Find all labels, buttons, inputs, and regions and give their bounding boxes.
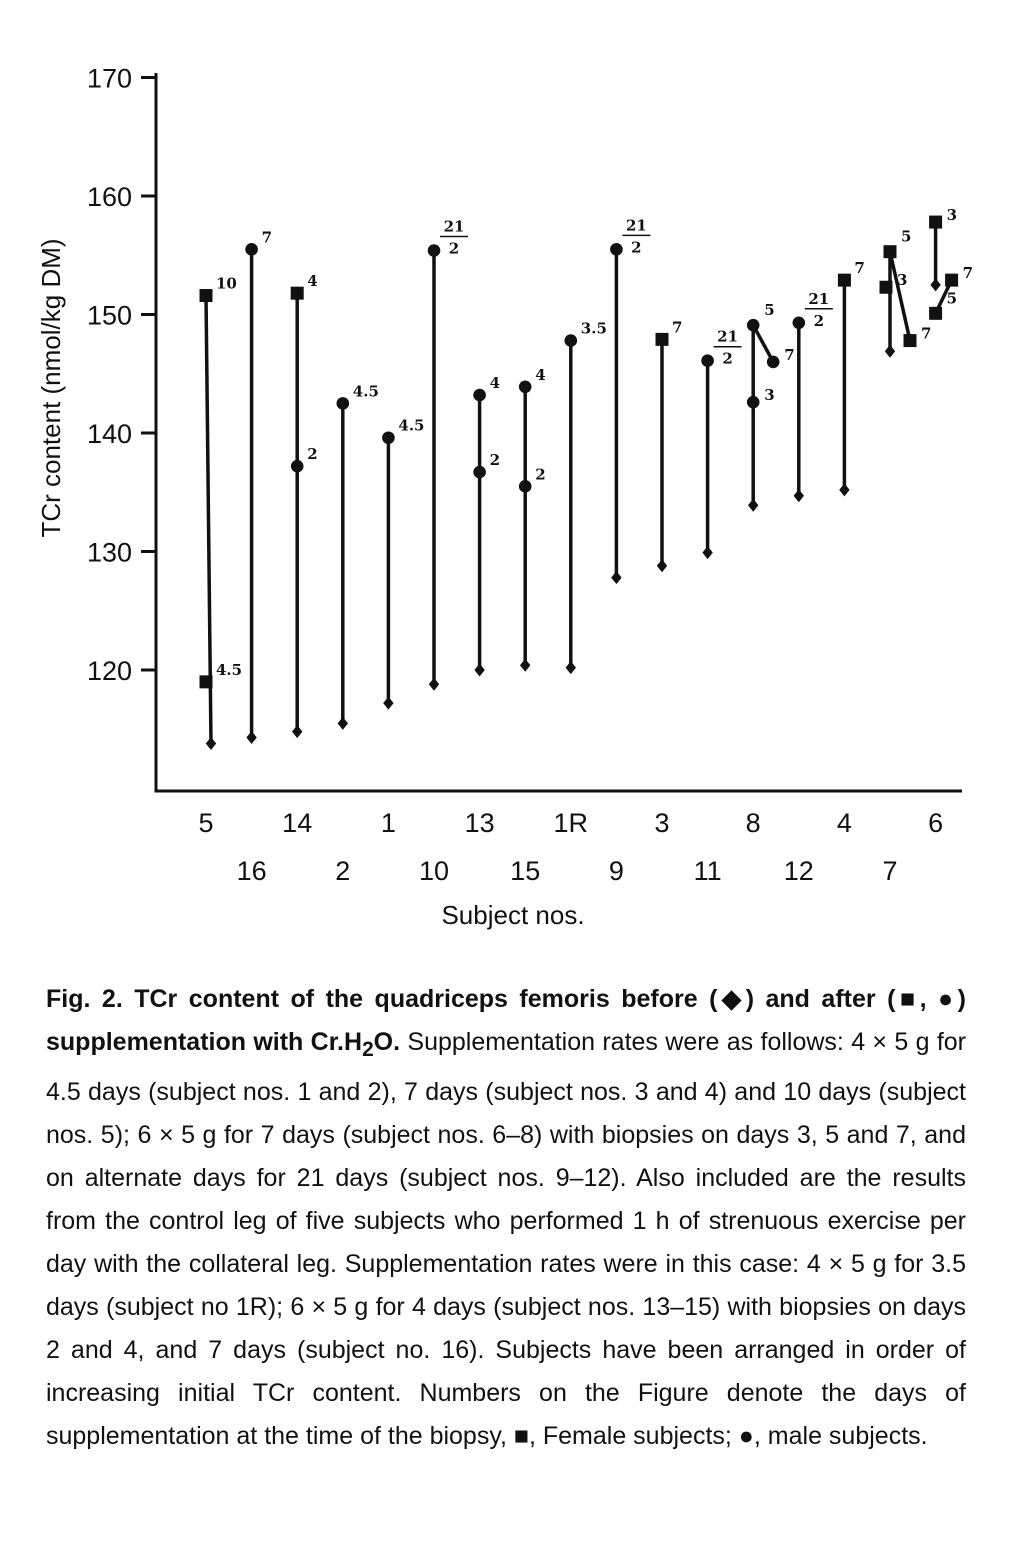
day-label: 7	[921, 324, 932, 343]
subject-group	[382, 417, 424, 710]
before-diamond-marker	[246, 731, 256, 744]
day-label: 4	[489, 374, 501, 393]
after-square-marker	[929, 216, 942, 229]
after-square-marker	[929, 307, 942, 320]
x-tick-label: 6	[928, 808, 944, 838]
day-label: 7	[784, 345, 795, 364]
after-circle-marker	[767, 356, 780, 369]
day-label: 4.5	[216, 660, 243, 679]
subject-group	[291, 272, 318, 738]
after-circle-marker	[793, 316, 806, 329]
before-diamond-marker	[383, 697, 393, 710]
caption-body: , Female subjects;	[528, 1422, 739, 1450]
day-label: 21	[443, 217, 465, 236]
after-circle-marker	[382, 431, 395, 444]
subject-group	[428, 218, 468, 691]
after-square-marker	[656, 333, 669, 346]
after-square-marker	[291, 287, 304, 300]
caption-title-text: Fig. 2. TCr content of the quadriceps femoris before (	[46, 985, 718, 1013]
figure-caption	[46, 978, 966, 1458]
before-diamond-marker	[429, 678, 439, 691]
day-label: 2	[307, 445, 318, 464]
after-square-marker	[200, 675, 213, 688]
day-label: 2	[489, 451, 501, 470]
after-circle-marker	[337, 397, 350, 410]
day-label: 4	[307, 272, 318, 291]
x-axis-title: Subject nos.	[441, 900, 585, 930]
before-diamond-marker	[702, 546, 712, 559]
after-circle-marker	[473, 389, 486, 402]
caption-title-text: O.	[373, 1028, 401, 1056]
caption-title-text: ) and after (	[745, 985, 896, 1013]
x-tick-label: 2	[335, 856, 351, 886]
x-tick-label: 11	[693, 856, 722, 886]
day-label: 2	[722, 349, 733, 368]
day-label: 2	[448, 239, 460, 258]
subject-group	[473, 374, 500, 676]
x-tick-label: 12	[783, 856, 814, 886]
y-axis-title: TCr content (nmol/kg DM)	[36, 238, 66, 538]
day-label: 4	[535, 365, 546, 384]
x-tick-label: 4	[836, 808, 852, 838]
day-label: 4.5	[352, 382, 379, 401]
after-circle-marker	[291, 460, 304, 473]
subject-group	[880, 228, 932, 358]
subject-trend-line	[890, 252, 910, 341]
square-icon: ■	[895, 985, 920, 1013]
after-circle-marker	[747, 319, 760, 332]
subject-group	[565, 320, 607, 675]
day-label: 21	[808, 289, 830, 308]
y-tick-label: 140	[86, 419, 132, 449]
y-tick-label: 150	[86, 300, 132, 331]
square-icon: ■	[513, 1422, 529, 1450]
after-circle-marker	[701, 354, 714, 367]
before-diamond-marker	[839, 483, 849, 496]
after-square-marker	[884, 245, 897, 258]
x-tick-label: 14	[282, 808, 313, 838]
day-label: 7	[261, 228, 273, 247]
day-label: 3	[946, 206, 958, 225]
after-circle-marker	[519, 480, 532, 493]
day-label: 5	[946, 289, 958, 308]
day-label: 2	[813, 311, 825, 330]
after-square-marker	[838, 274, 851, 287]
y-tick-label: 160	[86, 182, 132, 212]
before-diamond-marker	[930, 278, 940, 291]
x-tick-label: 3	[654, 808, 670, 838]
day-label: 21	[717, 327, 739, 346]
day-label: 2	[631, 238, 642, 257]
caption-subscript: 2	[362, 1038, 374, 1061]
subject-group	[793, 290, 833, 503]
caption-body: Supplementation rates were as follows: 4 × 5 g for 4.5 days (subject nos. 1 and 2), 7 days (subject nos. 3 and 4) and 10 days (subject nos. 5); 6 × 5 g for 7 days (subject nos. 6–8) with biopsies on days 3, 5 and 7, and on alternate days for 21 days (subject nos. 9–12). Also included are the results from the control leg of five subjects who performed 1 h of strenuous exercise per day with the collateral leg. Supplementation rates were in this case: 4 × 5 g for 3.5 days (subject no 1R); 6 × 5 g for 4 days (subject nos. 13–15) with biopsies on days 2 and 4, and 7 days (subject no. 16). Subjects have been arranged in order of increasing initial TCr content. Numbers on the Figure denote the days of supplementation at the time of the biopsy,	[46, 1028, 966, 1450]
x-tick-label: 1R	[553, 808, 589, 838]
x-tick-label: 10	[418, 856, 450, 886]
day-label: 7	[854, 259, 865, 278]
day-label: 5	[764, 301, 775, 320]
diamond-icon: ◆	[717, 985, 746, 1013]
subject-group	[838, 259, 865, 496]
day-label: 3.5	[580, 319, 607, 338]
day-label: 10	[216, 274, 237, 293]
caption-body: , male subjects.	[753, 1422, 928, 1450]
subject-group	[200, 275, 243, 750]
x-tick-label: 8	[745, 808, 761, 838]
before-diamond-marker	[206, 737, 216, 750]
x-tick-label: 15	[510, 856, 541, 886]
subject-group	[610, 216, 650, 584]
x-tick-label: 7	[882, 856, 898, 886]
after-circle-marker	[245, 243, 258, 256]
subject-group	[747, 301, 795, 512]
day-label: 3	[764, 386, 775, 405]
subject-group	[929, 206, 973, 320]
x-tick-label: 13	[464, 808, 495, 838]
after-circle-marker	[565, 334, 578, 347]
data-marks	[200, 206, 974, 750]
subject-group	[519, 366, 546, 672]
before-diamond-marker	[748, 499, 758, 512]
before-diamond-marker	[474, 664, 484, 677]
subject-group	[245, 228, 272, 744]
after-circle-marker	[747, 396, 760, 409]
day-label: 2	[535, 465, 546, 484]
y-tick-label: 120	[86, 656, 132, 686]
after-square-marker	[945, 274, 958, 287]
before-diamond-marker	[338, 717, 348, 730]
subject-group	[701, 328, 741, 559]
x-tick-label: 5	[198, 808, 214, 838]
before-diamond-marker	[292, 725, 302, 738]
after-circle-marker	[428, 244, 441, 257]
caption-title-text: ,	[919, 985, 939, 1013]
after-circle-marker	[519, 380, 532, 393]
after-square-marker	[880, 281, 893, 294]
day-label: 7	[962, 264, 974, 283]
before-diamond-marker	[566, 661, 576, 674]
before-diamond-marker	[794, 489, 804, 502]
x-tick-label: 16	[236, 856, 267, 886]
day-label: 3	[897, 271, 908, 290]
day-label: 5	[901, 227, 912, 246]
before-diamond-marker	[657, 559, 667, 572]
before-diamond-marker	[611, 571, 621, 584]
subject-group	[656, 318, 683, 572]
circle-icon: ●	[938, 985, 958, 1013]
day-label: 21	[625, 216, 647, 235]
y-tick-label: 170	[86, 63, 132, 94]
caption-title-text: ) supplementation with Cr.H	[46, 985, 966, 1056]
day-label: 7	[672, 318, 683, 337]
before-diamond-marker	[885, 345, 895, 358]
x-tick-label: 1	[380, 808, 396, 838]
after-square-marker	[904, 334, 917, 347]
subject-group	[337, 382, 379, 729]
after-circle-marker	[473, 466, 486, 479]
after-square-marker	[200, 289, 213, 302]
before-diamond-marker	[520, 659, 530, 672]
y-tick-label: 130	[86, 537, 132, 568]
day-label: 4.5	[398, 416, 425, 435]
after-circle-marker	[610, 243, 623, 256]
x-tick-label: 9	[608, 856, 624, 886]
circle-icon: ●	[738, 1422, 754, 1450]
